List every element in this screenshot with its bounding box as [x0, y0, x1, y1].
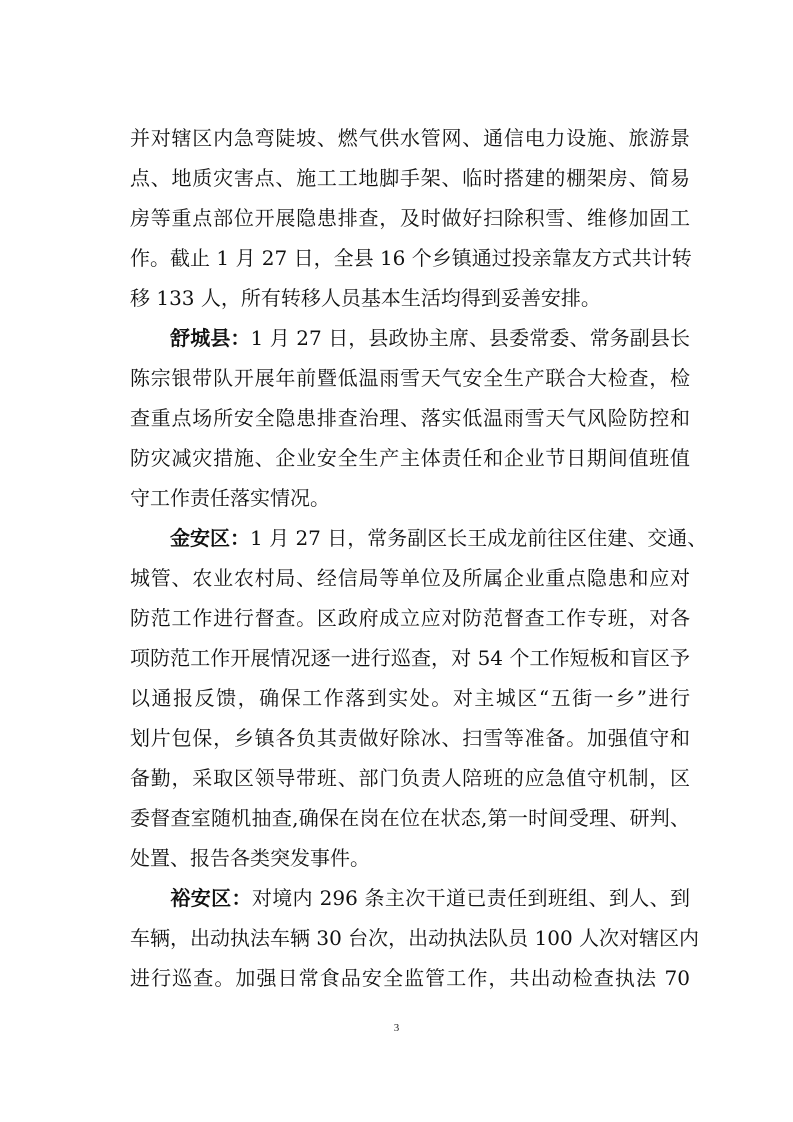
paragraph-first-line: [130, 318, 690, 358]
text-line: 查重点场所安全隐患排查治理、落实低温雨雪天气风险防控和: [130, 406, 690, 430]
text-line: 进行巡查。加强日常食品安全监管工作，共出动检查执法 70: [130, 966, 690, 990]
text-segment: 对境内 296 条主次干道已责任到班组、到人、到: [251, 886, 691, 910]
text-line: 城管、农业农村局、经信局等单位及所属企业重点隐患和应对: [130, 566, 690, 590]
text-line: 房等重点部位开展隐患排查，及时做好扫除积雪、维修加固工: [130, 206, 690, 230]
text-line: 作。截止 1 月 27 日，全县 16 个乡镇通过投亲靠友方式共计转: [130, 246, 692, 270]
text-line: 处置、报告各类突发事件。: [130, 846, 370, 870]
text-line: 项防范工作开展情况逐一进行巡查，对 54 个工作短板和盲区予: [130, 646, 690, 670]
text-line: 备勤，采取区领导带班、部门负责人陪班的应急值守机制，区: [130, 766, 690, 790]
paragraph-continuation: [130, 118, 690, 318]
text-line: 守工作责任落实情况。: [130, 486, 330, 510]
paragraph-jinan: [130, 518, 708, 878]
text-line: 移 133 人，所有转移人员基本生活均得到妥善安排。: [130, 286, 601, 310]
region-heading: 裕安区：: [170, 886, 252, 910]
paragraph-first-line: [130, 878, 690, 918]
text-segment: 1 月 27 日，常务副区长王成龙前往区住建、交通、: [250, 526, 708, 550]
paragraph-first-line: [130, 518, 708, 558]
text-line: 防范工作进行督查。区政府成立应对防范督查工作专班，对各: [130, 606, 690, 630]
text-line: 委督查室随机抽查,确保在岗在位在状态,第一时间受理、研判、: [130, 806, 690, 830]
region-heading: 舒城县：: [170, 326, 251, 350]
text-segment: 1 月 27 日，县政协主席、县委常委、常务副县长: [250, 326, 690, 350]
paragraph-shucheng: [130, 318, 690, 518]
text-line: 陈宗银带队开展年前暨低温雨雪天气安全生产联合大检查，检: [130, 366, 690, 390]
text-line: 划片包保，乡镇各负其责做好除冰、扫雪等准备。加强值守和: [130, 726, 690, 750]
page-number: 3: [393, 1022, 400, 1034]
text-line: 车辆，出动执法车辆 30 台次，出动执法队员 100 人次对辖区内: [130, 926, 700, 950]
document-body: [130, 118, 708, 998]
region-heading: 金安区：: [170, 526, 250, 550]
text-line: 并对辖区内急弯陡坡、燃气供水管网、通信电力设施、旅游景: [130, 126, 690, 150]
text-line: 点、地质灾害点、施工工地脚手架、临时搭建的棚架房、简易: [130, 166, 690, 190]
text-line: 防灾减灾措施、企业安全生产主体责任和企业节日期间值班值: [130, 446, 690, 470]
text-line: 以通报反馈，确保工作落到实处。对主城区“五街一乡”进行: [130, 686, 690, 710]
paragraph-yuan: [130, 878, 700, 998]
